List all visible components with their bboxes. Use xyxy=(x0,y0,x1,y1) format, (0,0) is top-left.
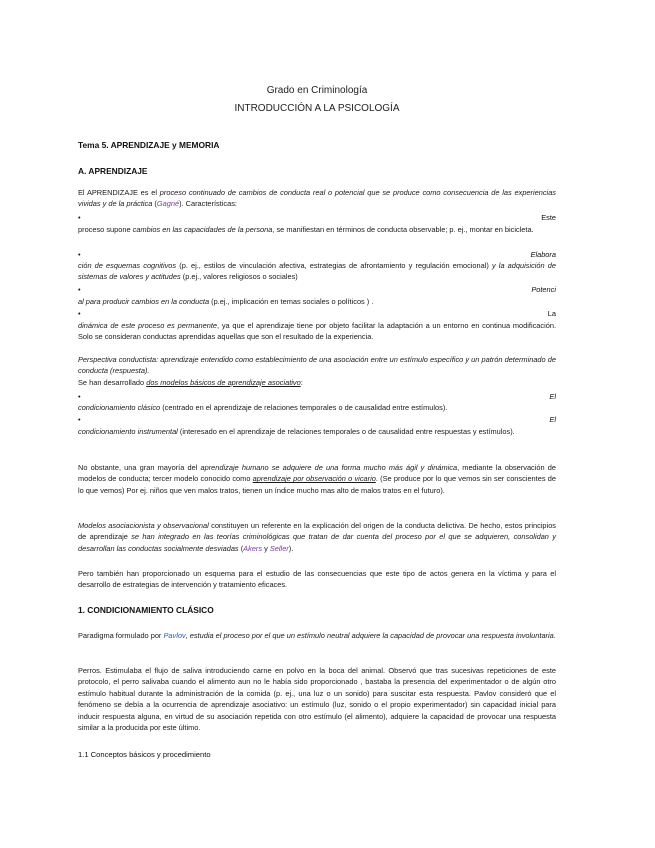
author-akers: Akers xyxy=(243,543,263,553)
model-classical: condicionamiento clásico (centrado en el aprendizaje de relaciones temporales o de causalidad entre estímulos). xyxy=(78,403,448,412)
model-instrumental: condicionamiento instrumental (interesado en el aprendizaje de relaciones temporales o de causalidad entre respuestas y estímulos). xyxy=(78,427,515,436)
section-a-heading: A. APRENDIZAJE xyxy=(78,166,148,176)
characteristic-4: dinámica de este proceso es permanente, ya que el aprendizaje tiene por objeto facilitar la adaptación a un entorno en continua modificación. Solo se consideran conductas aprendidas aquellas que son el resultado de la experiencia. xyxy=(78,321,556,342)
dogs-paragraph: Perros. Estimulaba el flujo de saliva introduciendo carne en polvo en la boca del animal. Observó que tras sucesivas repeticiones de este protocolo, el perro salivaba cuando el alimento aun no le había sido proporcionado , bastaba la presencia del experimentador o de algún otro estímulo habitual durante la administración de la comida (p. ej., una luz o un sonido) para suscitar esta respuesta. Pavlov consideró que el fenómeno se debía a la ocurrencia de aprendizaje asociativo: un estímulo (luz, sonido o el propio experimentador) sin capacidad inicial para inducir respuesta alguna, en virtud de su asociación repetida con otro estímulo (el alimento), adquiere la capacidad de provocar una respuesta similar a la producida por este último. xyxy=(78,666,556,733)
bullet-row: • La xyxy=(78,309,556,318)
pero-paragraph: Pero también han proporcionado un esquema para el estudio de las consecuencias que este tipo de actos genera en la víctima y para el desarrollo de estrategias de intervención y tratamiento eficaces. xyxy=(78,569,556,590)
subsection-1-1-heading: 1.1 Conceptos básicos y procedimiento xyxy=(78,750,211,759)
characteristic-3: al para producir cambios en la conducta (p.ej., implicación en temas sociales o políticos ) . xyxy=(78,297,374,306)
tema-title: Tema 5. APRENDIZAJE y MEMORIA xyxy=(78,140,220,150)
definition-paragraph: El APRENDIZAJE es el proceso continuado de cambios de conducta real o potencial que se produce como consecuencia de las experiencias vividas y de la práctica (Gagné). Características: xyxy=(78,188,557,209)
section-1-heading: 1. CONDICIONAMIENTO CLÁSICO xyxy=(78,605,214,615)
paradigm-paragraph: Paradigma formulado por Pavlov, estudia el proceso por el que un estímulo neutral adquiere la capacidad de provocar una respuesta involuntaria. xyxy=(78,631,556,640)
author-pavlov: Pavlov xyxy=(163,631,186,640)
observational-paragraph: No obstante, una gran mayoría del aprendizaje humano se adquiere de una forma mucho más ágil y dinámica, mediante la observación de modelos de conducta; tercer modelo conocido como aprendizaje por observación o vicario. (Se produce por lo que vemos sin ser conscientes de lo que vemos) Por ej. niños que ven malos tratos, tienen un índice mucho mas alto de malos tratos en el futuro). xyxy=(78,463,556,495)
models-paragraph: Modelos asociacionista y observacional constituyen un referente en la explicación del origen de la conducta delictiva. De hecho, estos principios de aprendizaje se han integrado en las teorías criminológicas que tratan de dar cuenta del proceso por el que se adquieren, consolidan y desarrollan las conductas socialmente desviadas (Akers y Seller). xyxy=(78,521,556,553)
characteristic-2: ción de esquemas cognitivos (p. ej., estilos de vinculación afectiva, estrategias de afrontamiento y regulación emocional) y la adquisición de sistemas de valores y actitudes (p.ej., valores religiosos o sociales) xyxy=(78,261,557,282)
header-course: INTRODUCCIÓN A LA PSICOLOGÍA xyxy=(234,103,400,114)
characteristic-1: proceso supone cambios en las capacidades de la persona, se manifiestan en términos de conducta observable; p. ej., montar en bicicleta. xyxy=(78,225,534,234)
bullet-row: • El xyxy=(78,415,556,424)
bullet-row: • Elabora xyxy=(78,250,556,259)
author-seller: Seller xyxy=(269,543,289,553)
bullet-row: • El xyxy=(78,392,556,401)
bullet-row: • Potenci xyxy=(78,285,556,294)
conductista-paragraph: Perspectiva conductista: aprendizaje entendido como establecimiento de una asociación entre un estímulo específico y un patrón determinado de conducta (respuesta). Se han desarrollado dos modelos básicos de aprendizaje asociativo: xyxy=(78,355,556,387)
bullet-row: • Este xyxy=(78,213,556,222)
author-gagne: Gagné xyxy=(156,199,180,209)
header-degree: Grado en Criminología xyxy=(266,85,368,96)
